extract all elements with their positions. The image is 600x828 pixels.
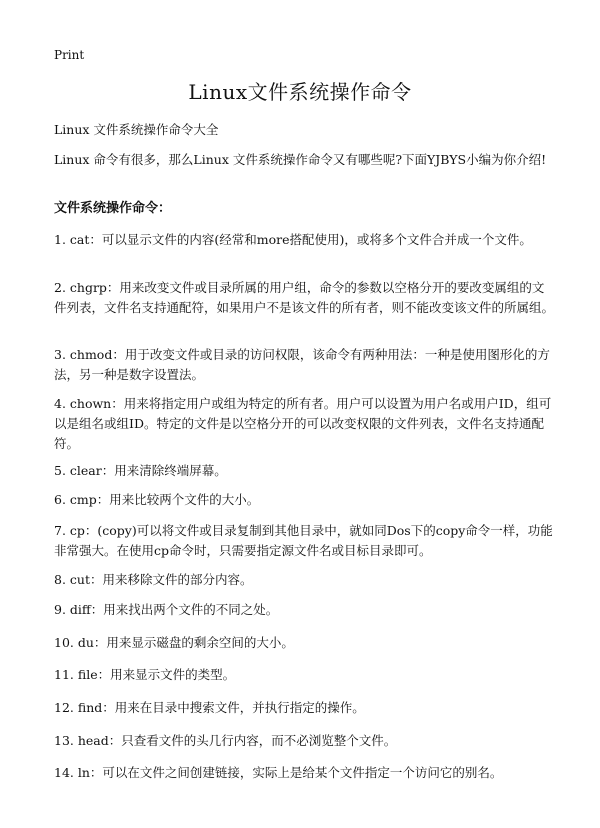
intro-paragraph: Linux 命令有很多，那么Linux 文件系统操作命令又有哪些呢?下面YJBYS小编为你介绍! (54, 152, 547, 167)
command-item-chgrp: 2. chgrp：用来改变文件或目录所属的用户组，命令的参数以空格分开的要改变属组的文件列表，文件名支持通配符，如果用户不是该文件的所有者，则不能改变该文件的所属组。 (54, 280, 555, 315)
command-item-cmp: 6. cmp：用来比较两个文件的大小。 (54, 492, 260, 507)
command-item-cat: 1. cat：可以显示文件的内容(经常和more搭配使用)，或将多个文件合并成一个文件。 (54, 232, 532, 247)
command-item-cp: 7. cp：(copy)可以将文件或目录复制到其他目录中，就如同Dos下的copy命令一样，功能非常强大。在使用cp命令时，只需要指定源文件名或目标目录即可。 (54, 523, 553, 558)
section-heading: 文件系统操作命令： (54, 201, 172, 216)
command-item-chmod: 3. chmod：用于改变文件或目录的访问权限，该命令有两种用法：一种是使用图形化的方法，另一种是数字设置法。 (54, 347, 550, 382)
document-subtitle: Linux 文件系统操作命令大全 (54, 122, 219, 137)
command-item-du: 10. du：用来显示磁盘的剩余空间的大小。 (54, 635, 294, 650)
page-title: Linux文件系统操作命令 (188, 80, 412, 104)
command-item-clear: 5. clear：用来清除终端屏幕。 (54, 463, 227, 478)
command-item-head: 13. head：只查看文件的头几行内容，而不必浏览整个文件。 (54, 733, 397, 748)
command-item-ln: 14. ln：可以在文件之间创建链接，实际上是给某个文件指定一个访问它的别名。 (54, 765, 503, 780)
command-item-cut: 8. cut：用来移除文件的部分内容。 (54, 572, 253, 587)
command-item-find: 12. find：用来在目录中搜索文件，并执行指定的操作。 (54, 700, 365, 715)
print-label: Print (54, 48, 85, 62)
command-item-diff: 9. diff：用来找出两个文件的不同之处。 (54, 602, 279, 617)
command-item-file: 11. file：用来显示文件的类型。 (54, 667, 236, 682)
command-item-chown: 4. chown：用来将指定用户或组为特定的所有者。用户可以设置为用户名或用户ID，组可以是组名或组ID。特定的文件是以空格分开的可以改变权限的文件列表，文件名支持通配符。 (54, 396, 552, 451)
